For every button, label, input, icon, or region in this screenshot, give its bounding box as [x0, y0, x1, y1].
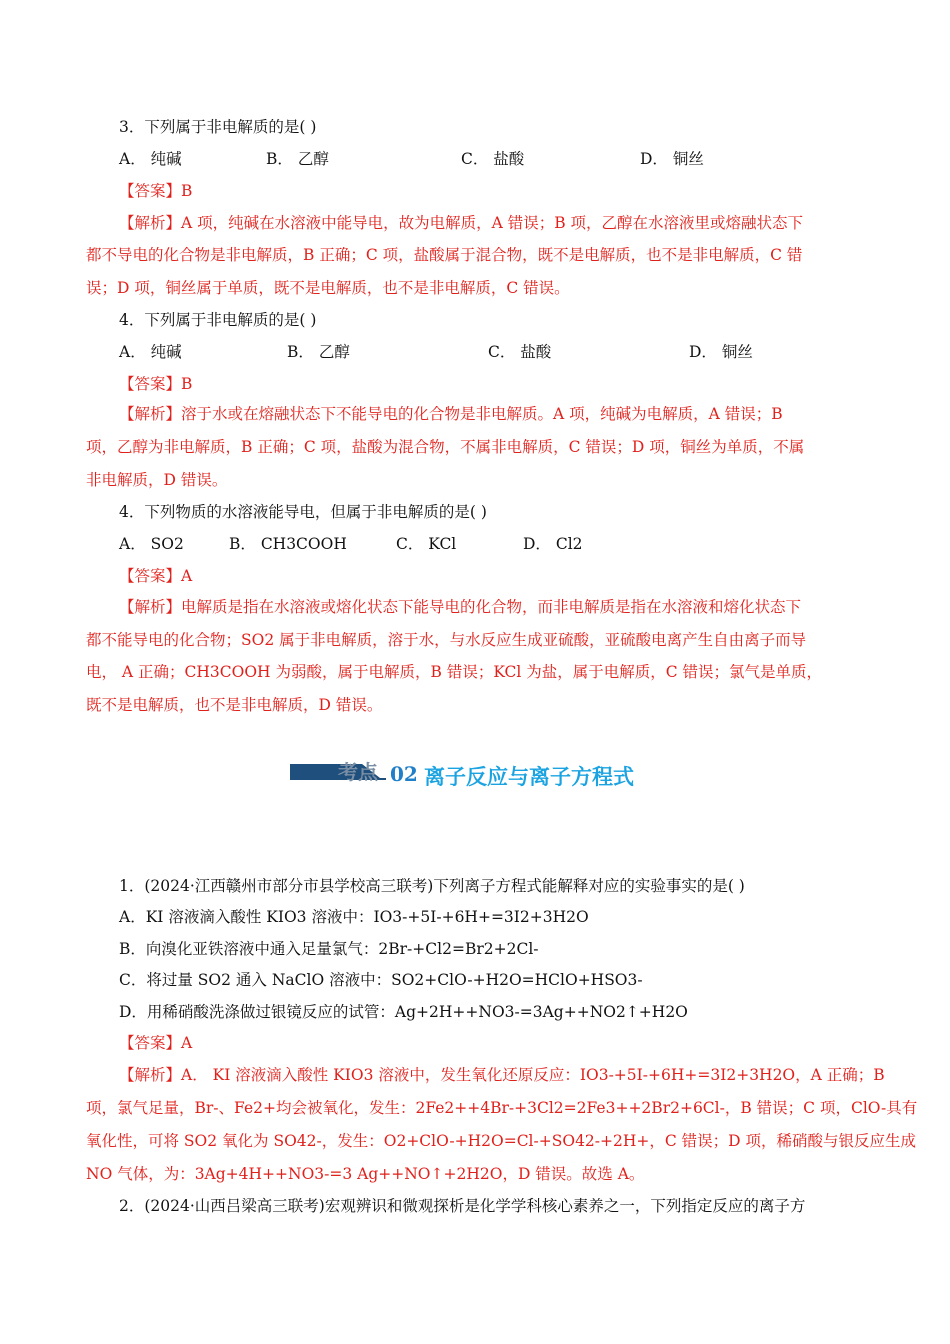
q3-analysis-line: 都不导电的化合物是非电解质，B 正确；C 项，盐酸属于混合物，既不是电解质，也不是非电解质，C 错: [86, 246, 803, 264]
q3-option-b: B． 乙醇: [266, 150, 329, 168]
s2-stem: 2．(2024·山西吕梁高三联考)宏观辨识和微观探析是化学学科核心素养之一，下列指定反应的离子方: [119, 1197, 806, 1215]
section-number: 02: [390, 762, 418, 786]
q4a-option-b: B． 乙醇: [287, 343, 350, 361]
s1-stem: 1．(2024·江西赣州市部分市县学校高三联考)下列离子方程式能解释对应的实验事实的是( ): [119, 877, 745, 895]
q4a-stem: 4．下列属于非电解质的是( ): [119, 311, 317, 329]
q4a-analysis-line: 非电解质，D 错误。: [86, 471, 228, 489]
section-label: 考点: [338, 760, 378, 784]
q3-analysis-line: 【解析】A 项，纯碱在水溶液中能导电，故为电解质，A 错误；B 项，乙醇在水溶液里或熔融状态下: [119, 214, 804, 232]
q4b-option-d: D． Cl2: [523, 535, 583, 553]
q3-analysis-line: 误；D 项，铜丝属于单质，既不是电解质，也不是非电解质，C 错误。: [86, 279, 570, 297]
s1-analysis-line: 氧化性，可将 SO2 氧化为 SO42-，发生：O2+ClO-+H2O=Cl-+SO42-+2H+，C 错误；D 项，稀硝酸与银反应生成: [86, 1132, 917, 1150]
q4b-option-b: B． CH3COOH: [229, 535, 347, 553]
q4a-option-a: A． 纯碱: [119, 343, 182, 361]
q4b-analysis-line: 【解析】电解质是指在水溶液或熔化状态下能导电的化合物，而非电解质是指在水溶液和熔化状态下: [119, 598, 802, 616]
q3-stem: 3．下列属于非电解质的是( ): [119, 118, 317, 136]
q3-option-d: D． 铜丝: [640, 150, 704, 168]
q4a-answer: 【答案】B: [119, 375, 193, 393]
s1-option-d: D．用稀硝酸洗涤做过银镜反应的试管：Ag+2H++NO3-=3Ag++NO2↑+H2O: [119, 1003, 688, 1021]
s1-analysis-line: NO 气体，为：3Ag+4H++NO3-=3 Ag++NO↑+2H2O，D 错误。故选 A。: [86, 1165, 645, 1183]
s1-analysis-line: 项，氯气足量，Br-、Fe2+均会被氧化，发生：2Fe2++4Br-+3Cl2=2Fe3++2Br2+6Cl-，B 错误；C 项，ClO-具有: [86, 1099, 918, 1117]
q4a-analysis-line: 【解析】溶于水或在熔融状态下不能导电的化合物是非电解质。A 项，纯碱为电解质，A 错误；B: [119, 405, 783, 423]
q4b-analysis-line: 都不能导电的化合物；SO2 属于非电解质，溶于水，与水反应生成亚硫酸，亚硫酸电离产生自由离子而导: [86, 631, 807, 649]
q4a-option-d: D． 铜丝: [689, 343, 753, 361]
s1-option-a: A．KI 溶液滴入酸性 KIO3 溶液中：IO3-+5I-+6H+=3I2+3H2O: [119, 908, 589, 926]
s1-option-c: C．将过量 SO2 通入 NaClO 溶液中：SO2+ClO-+H2O=HClO+HSO3-: [119, 971, 643, 989]
q4b-analysis-line: 既不是电解质，也不是非电解质，D 错误。: [86, 696, 383, 714]
s1-answer: 【答案】A: [119, 1034, 193, 1052]
q3-option-c: C． 盐酸: [461, 150, 525, 168]
q4b-analysis-line: 电， A 正确；CH3COOH 为弱酸，属于电解质，B 错误；KCl 为盐，属于电解质，C 错误；氯气是单质，: [86, 663, 823, 681]
q4b-answer: 【答案】A: [119, 567, 193, 585]
q4a-option-c: C． 盐酸: [488, 343, 552, 361]
q3-option-a: A． 纯碱: [119, 150, 182, 168]
q4b-option-a: A． SO2: [119, 535, 184, 553]
s1-analysis-line: 【解析】A． KI 溶液滴入酸性 KIO3 溶液中，发生氧化还原反应：IO3-+5I-+6H+=3I2+3H2O，A 正确；B: [119, 1066, 885, 1084]
q4a-analysis-line: 项，乙醇为非电解质，B 正确；C 项，盐酸为混合物，不属非电解质，C 错误；D 项，铜丝为单质，不属: [86, 438, 805, 456]
section-header: [290, 758, 690, 794]
s1-option-b: B．向溴化亚铁溶液中通入足量氯气：2Br-+Cl2=Br2+2Cl-: [119, 940, 539, 958]
section-title: 离子反应与离子方程式: [424, 765, 634, 789]
q3-answer: 【答案】B: [119, 182, 193, 200]
q4b-stem: 4．下列物质的水溶液能导电，但属于非电解质的是( ): [119, 503, 487, 521]
q4b-option-c: C． KCl: [396, 535, 457, 553]
